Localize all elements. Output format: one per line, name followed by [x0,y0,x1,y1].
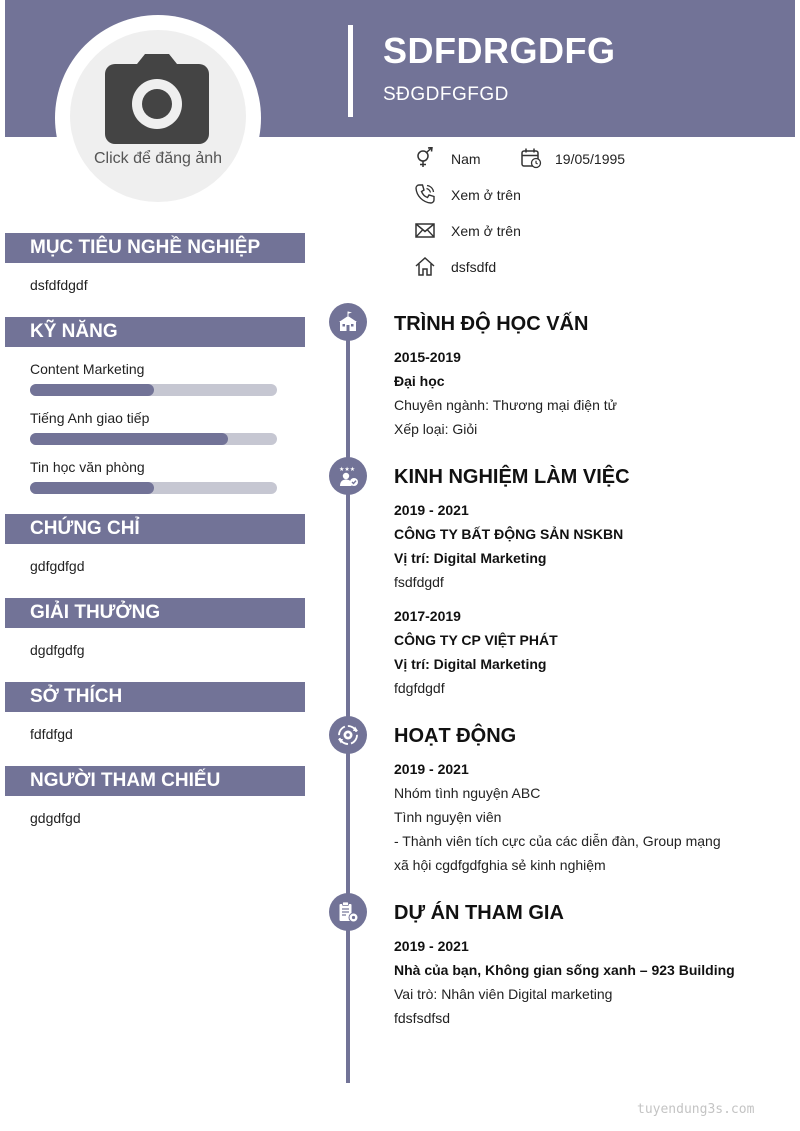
skills-heading: KỸ NĂNG [5,317,305,347]
birthday-value[interactable]: 19/05/1995 [555,151,626,167]
skill-level-fill [30,384,154,396]
gender-value[interactable]: Nam [451,151,481,167]
calendar-icon [520,147,542,169]
activities-heading: HOẠT ĐỘNG [394,725,517,747]
header-divider [348,25,353,117]
education-major[interactable]: Chuyên ngành: Thương mại điện tử [394,397,618,413]
objective-text[interactable]: dsfdfdgdf [30,277,88,293]
photo-upload-label[interactable]: Click để đăng ảnh [93,150,223,167]
camera-icon[interactable] [105,54,209,146]
candidate-name[interactable]: SDFDRGDFG [383,30,616,71]
activity-description-line[interactable]: xã hội cgdfgdfghia sẻ kinh nghiệm [394,857,606,873]
job-position[interactable]: Vị trí: Digital Marketing [394,550,547,566]
projects-heading: DỰ ÁN THAM GIA [394,902,564,924]
job-period[interactable]: 2019 - 2021 [394,502,469,518]
project-name[interactable]: Nhà của bạn, Không gian sống xanh – 923 Building [394,962,735,978]
activities-badge [329,716,367,754]
certificates-heading: CHỨNG CHỈ [5,514,305,544]
gender-icon [414,147,436,169]
school-icon [337,311,359,333]
watermark: tuyendung3s.com [637,1102,755,1117]
education-school[interactable]: Đại học [394,373,445,389]
awards-text[interactable]: dgdfgdfg [30,642,85,658]
hobbies-heading: SỞ THÍCH [5,682,305,712]
skill-level-fill [30,433,228,445]
clipboard-gear-icon [337,901,359,923]
awards-heading: GIẢI THƯỞNG [5,598,305,628]
certificates-text[interactable]: gdfgdfgd [30,558,85,574]
skill-level-bar [30,384,277,396]
project-role[interactable]: Vai trò: Nhân viên Digital marketing [394,986,613,1002]
address-value[interactable]: dsfsdfd [451,259,497,275]
skill-name[interactable]: Content Marketing [30,361,145,377]
svg-text:★★★: ★★★ [339,466,356,473]
email-value[interactable]: Xem ở trên [451,223,521,239]
job-company[interactable]: CÔNG TY CP VIỆT PHÁT [394,632,558,648]
education-badge [329,303,367,341]
activities-icon [337,724,359,746]
experience-heading: KINH NGHIỆM LÀM VIỆC [394,466,630,488]
job-position[interactable]: Vị trí: Digital Marketing [394,656,547,672]
education-grade[interactable]: Xếp loại: Giỏi [394,421,478,437]
job-company[interactable]: CÔNG TY BẤT ĐỘNG SẢN NSKBN [394,526,624,542]
email-icon [414,220,436,242]
project-period[interactable]: 2019 - 2021 [394,938,469,954]
candidate-title[interactable]: SĐGDFGFGD [383,84,509,105]
skill-name[interactable]: Tiếng Anh giao tiếp [30,410,150,426]
references-text[interactable]: gdgdfgd [30,810,81,826]
project-description[interactable]: fdsfsdfsd [394,1010,451,1026]
skill-level-bar [30,433,277,445]
activity-period[interactable]: 2019 - 2021 [394,761,469,777]
activity-organization[interactable]: Nhóm tình nguyện ABC [394,785,541,801]
phone-value[interactable]: Xem ở trên [451,187,521,203]
references-heading: NGƯỜI THAM CHIẾU [5,766,305,796]
projects-badge [329,893,367,931]
skill-level-bar [30,482,277,494]
job-description[interactable]: fdgfdgdf [394,680,445,696]
education-heading: TRÌNH ĐỘ HỌC VẤN [394,313,589,335]
activity-role[interactable]: Tình nguyện viên [394,809,502,825]
objective-heading: MỤC TIÊU NGHỀ NGHIỆP [5,233,305,263]
skill-name[interactable]: Tin học văn phòng [30,459,145,475]
experience-badge [329,457,367,495]
job-period[interactable]: 2017-2019 [394,608,461,624]
experience-icon [337,465,359,487]
timeline-line [346,305,350,1083]
phone-icon [414,183,436,205]
job-description[interactable]: fsdfdgdf [394,574,444,590]
education-period[interactable]: 2015-2019 [394,349,461,365]
skill-level-fill [30,482,154,494]
home-icon [414,255,436,277]
activity-description-line[interactable]: - Thành viên tích cực của các diễn đàn, Group mạng [394,833,721,849]
hobbies-text[interactable]: fdfdfgd [30,726,73,742]
